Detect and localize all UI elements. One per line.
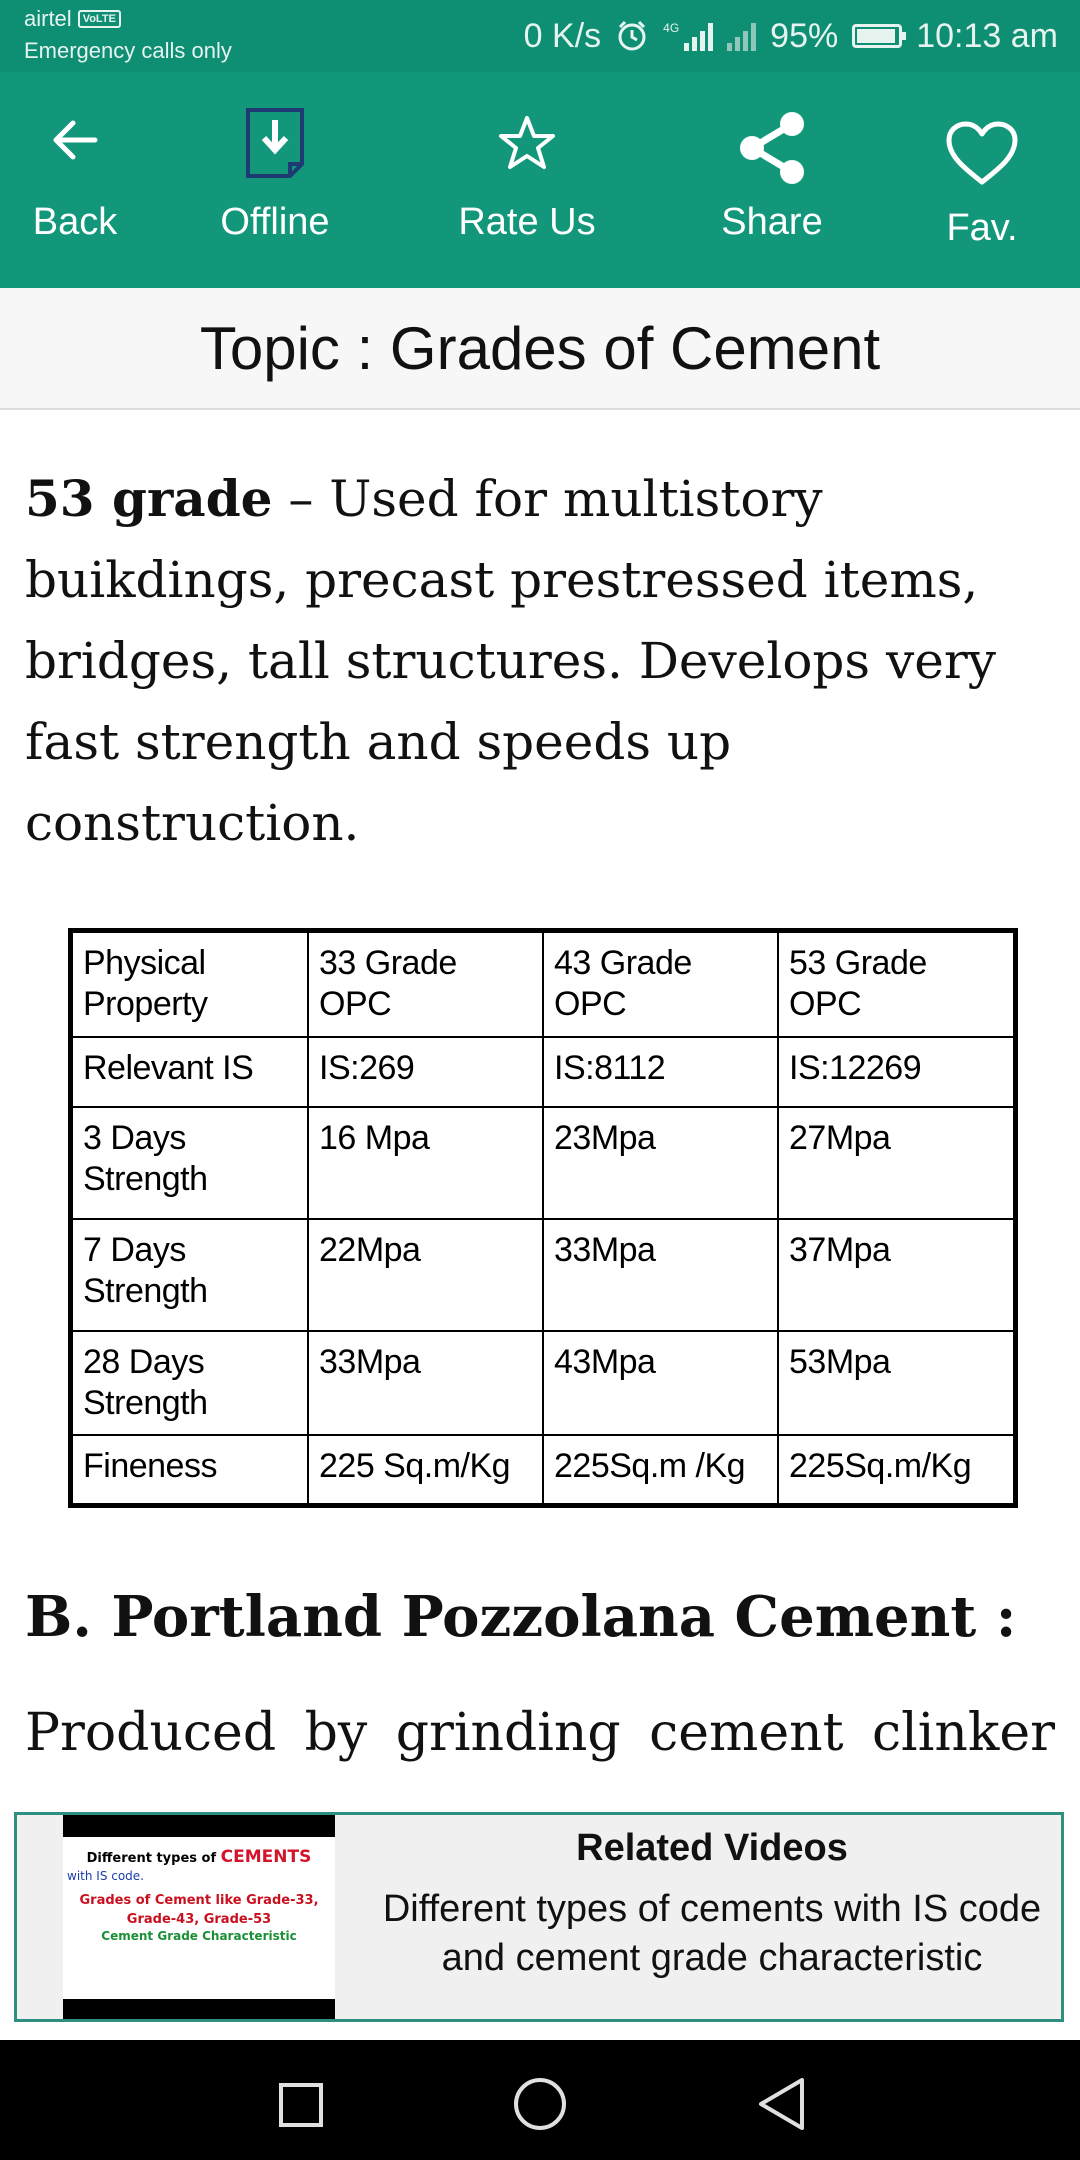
status-right: [524, 12, 1058, 60]
status-left: [24, 6, 232, 66]
related-videos-card[interactable]: [14, 1812, 1064, 2022]
table-cell: 27Mpa: [778, 1107, 1013, 1219]
table-header-cell: 43 Grade OPC: [543, 933, 778, 1037]
related-video-description[interactable]: Different types of cements with IS code and cement grade characteristic: [382, 1888, 1042, 1979]
thumb-line1: [63, 1847, 335, 1867]
grade53-term: 53 grade: [25, 469, 273, 528]
favorite-button[interactable]: [882, 72, 1080, 288]
navigation-bar: [0, 2040, 1080, 2160]
table-cell: 33Mpa: [543, 1219, 778, 1331]
table-cell: Relevant IS: [73, 1037, 308, 1107]
related-videos-title: Related Videos: [576, 1827, 848, 1869]
article-content: [25, 458, 1055, 1763]
table-cell: IS:12269: [778, 1037, 1013, 1107]
emergency-text: Emergency calls only: [24, 38, 232, 63]
share-label: Share: [721, 201, 823, 243]
battery-percent: 95%: [770, 16, 839, 55]
fav-label: Fav.: [946, 207, 1018, 249]
thumb-line1-highlight: CEMENTS: [220, 1847, 312, 1867]
table-cell: 37Mpa: [778, 1219, 1013, 1331]
table-header-cell: Physical Property: [73, 933, 308, 1037]
table-cell: 22Mpa: [308, 1219, 543, 1331]
thumb-line2: with IS code.: [67, 1869, 144, 1883]
table-cell: 225Sq.m/Kg: [778, 1435, 1013, 1507]
section-intro: Produced by grinding cement clinker: [25, 1703, 1055, 1763]
share-button[interactable]: [672, 72, 872, 288]
toolbar: [0, 72, 1080, 288]
thumb-line4: Cement Grade Characteristic: [101, 1929, 297, 1943]
battery-icon: [852, 24, 902, 48]
network-speed: 0 K/s: [523, 16, 602, 55]
volte-badge: VoLTE: [78, 10, 121, 28]
table-row: [73, 1219, 1013, 1331]
table-row: [73, 1037, 1013, 1107]
table-cell: 7 Days Strength: [73, 1219, 308, 1331]
table-cell: 225Sq.m /Kg: [543, 1435, 778, 1507]
table-cell: IS:8112: [543, 1037, 778, 1107]
circle-icon[interactable]: [512, 2076, 568, 2132]
signal-nosim-icon: [727, 21, 756, 51]
share-icon: [734, 110, 810, 186]
carrier: [24, 6, 232, 32]
offline-label: Offline: [220, 201, 330, 243]
back-label: Back: [32, 201, 118, 243]
arrow-left-icon: [45, 110, 105, 170]
table-header-cell: 53 Grade OPC: [778, 933, 1013, 1037]
battery-fill: [857, 29, 895, 43]
topic-title: Topic : Grades of Cement: [0, 288, 1080, 410]
properties-table: [73, 933, 1013, 1507]
table-header-row: [73, 933, 1013, 1037]
table-cell: 3 Days Strength: [73, 1107, 308, 1219]
clock: 10:13 am: [916, 16, 1058, 55]
signal-4g-icon: [663, 21, 713, 51]
back-button[interactable]: [0, 72, 175, 288]
offline-button[interactable]: [175, 72, 375, 288]
rate-us-button[interactable]: [427, 72, 627, 288]
heart-outline-icon: [944, 120, 1020, 188]
table-cell: IS:269: [308, 1037, 543, 1107]
table-header-cell: 33 Grade OPC: [308, 933, 543, 1037]
download-doc-icon: [242, 106, 308, 180]
grade53-paragraph: [25, 458, 1055, 864]
star-outline-icon: [497, 114, 557, 174]
square-icon[interactable]: [278, 2082, 324, 2128]
video-thumbnail[interactable]: [63, 1815, 335, 2019]
table-row: [73, 1331, 1013, 1435]
table-cell: 33Mpa: [308, 1331, 543, 1435]
grade53-description: – Used for multistory buikdings, precast prestressed items, bridges, tall structures. Develops very fast strength and speeds up construction.: [25, 470, 996, 852]
table-cell: 225 Sq.m/Kg: [308, 1435, 543, 1507]
thumb-line1-text: Different types of: [86, 1851, 217, 1866]
table-cell: 28 Days Strength: [73, 1331, 308, 1435]
table-cell: 53Mpa: [778, 1331, 1013, 1435]
thumb-line3: Grades of Cement like Grade-33, Grade-43, Grade-53: [79, 1893, 319, 1927]
table-cell: 16 Mpa: [308, 1107, 543, 1219]
table-cell: Fineness: [73, 1435, 308, 1507]
alarm-icon: [615, 19, 649, 53]
table-row: [73, 1107, 1013, 1219]
table-row: [73, 1435, 1013, 1507]
table-cell: 43Mpa: [543, 1331, 778, 1435]
cement-properties-table: [68, 928, 1018, 1508]
network-type: 4G: [663, 21, 680, 35]
section-heading: B. Portland Pozzolana Cement :: [25, 1584, 1017, 1650]
table-cell: 23Mpa: [543, 1107, 778, 1219]
status-bar: [0, 0, 1080, 72]
carrier-name: airtel: [24, 6, 72, 31]
triangle-back-icon[interactable]: [756, 2076, 806, 2132]
rate-us-label: Rate Us: [458, 201, 596, 243]
